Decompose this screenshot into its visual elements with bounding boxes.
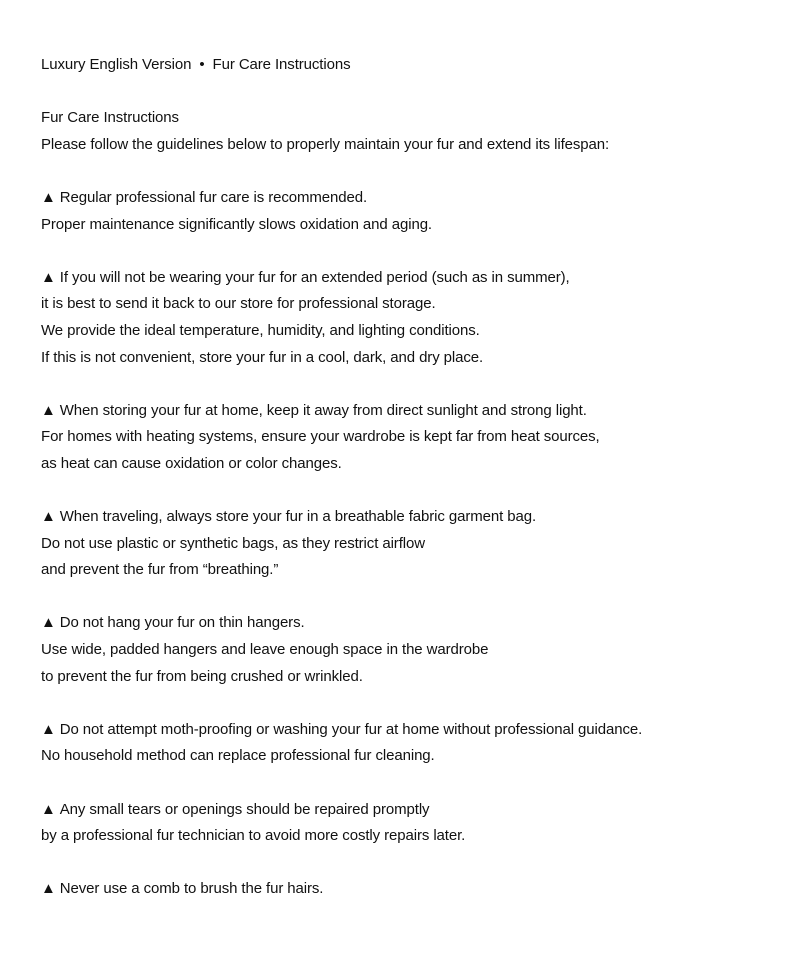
instruction-heading xyxy=(41,876,781,903)
document-header xyxy=(41,52,781,79)
spacer xyxy=(41,850,781,877)
triangle-bullet-icon: ▲ xyxy=(41,268,56,286)
instruction-heading xyxy=(41,717,781,744)
version-label: Luxury English Version xyxy=(41,56,192,73)
instruction-heading xyxy=(41,610,781,637)
spacer xyxy=(41,371,781,398)
triangle-bullet-icon: ▲ xyxy=(41,800,56,818)
instruction-heading xyxy=(41,797,781,824)
care-document xyxy=(41,52,781,903)
instruction-detail: If this is not convenient, store your fur in a cool, dark, and dry place. xyxy=(41,348,484,366)
spacer xyxy=(41,238,781,265)
instruction-heading xyxy=(41,185,781,212)
instruction-heading-text: Never use a comb to brush the fur hairs. xyxy=(59,880,324,898)
instruction-heading-text: If you will not be wearing your fur for an extended period (such as in summer), xyxy=(59,268,570,286)
instruction-detail: to prevent the fur from being crushed or wrinkled. xyxy=(41,667,363,685)
instruction-heading-text: Do not hang your fur on thin hangers. xyxy=(59,614,305,632)
instruction-list xyxy=(41,158,781,903)
triangle-bullet-icon: ▲ xyxy=(41,880,56,898)
instruction-detail: For homes with heating systems, ensure your wardrobe is kept far from heat sources, xyxy=(41,428,600,446)
instruction-detail: it is best to send it back to our store for professional storage. xyxy=(41,295,436,313)
instruction-detail: No household method can replace professional fur cleaning. xyxy=(41,747,435,765)
instruction-heading-text: Do not attempt moth-proofing or washing your fur at home without professional guidance. xyxy=(59,720,643,738)
instruction-detail: by a professional fur technician to avoid more costly repairs later. xyxy=(41,827,466,845)
instruction-heading-text: Regular professional fur care is recommended. xyxy=(59,188,368,206)
instruction-heading-text: Any small tears or openings should be repaired promptly xyxy=(59,800,430,818)
spacer xyxy=(41,79,781,106)
intro-text: Please follow the guidelines below to properly maintain your fur and extend its lifespan: xyxy=(41,135,610,153)
spacer xyxy=(41,584,781,611)
spacer xyxy=(41,478,781,505)
instruction-detail: as heat can cause oxidation or color changes. xyxy=(41,454,342,472)
instruction-detail: and prevent the fur from “breathing.” xyxy=(41,561,279,579)
instruction-heading xyxy=(41,265,781,292)
spacer xyxy=(41,770,781,797)
instruction-heading-text: When storing your fur at home, keep it away from direct sunlight and strong light. xyxy=(59,401,587,419)
spacer xyxy=(41,158,781,185)
intro-title: Fur Care Instructions xyxy=(41,109,179,127)
instruction-detail: Use wide, padded hangers and leave enough space in the wardrobe xyxy=(41,641,489,659)
instruction-detail: Proper maintenance significantly slows oxidation and aging. xyxy=(41,215,432,233)
instruction-heading-text: When traveling, always store your fur in a breathable fabric garment bag. xyxy=(59,508,537,526)
triangle-bullet-icon: ▲ xyxy=(41,188,56,206)
section-label: Fur Care Instructions xyxy=(212,56,351,73)
header-separator: • xyxy=(199,56,205,73)
instruction-heading xyxy=(41,398,781,425)
triangle-bullet-icon: ▲ xyxy=(41,508,56,526)
triangle-bullet-icon: ▲ xyxy=(41,401,56,419)
instruction-heading xyxy=(41,504,781,531)
triangle-bullet-icon: ▲ xyxy=(41,720,56,738)
instruction-detail: We provide the ideal temperature, humidity, and lighting conditions. xyxy=(41,321,480,339)
spacer xyxy=(41,690,781,717)
triangle-bullet-icon: ▲ xyxy=(41,614,56,632)
instruction-detail: Do not use plastic or synthetic bags, as they restrict airflow xyxy=(41,534,425,552)
